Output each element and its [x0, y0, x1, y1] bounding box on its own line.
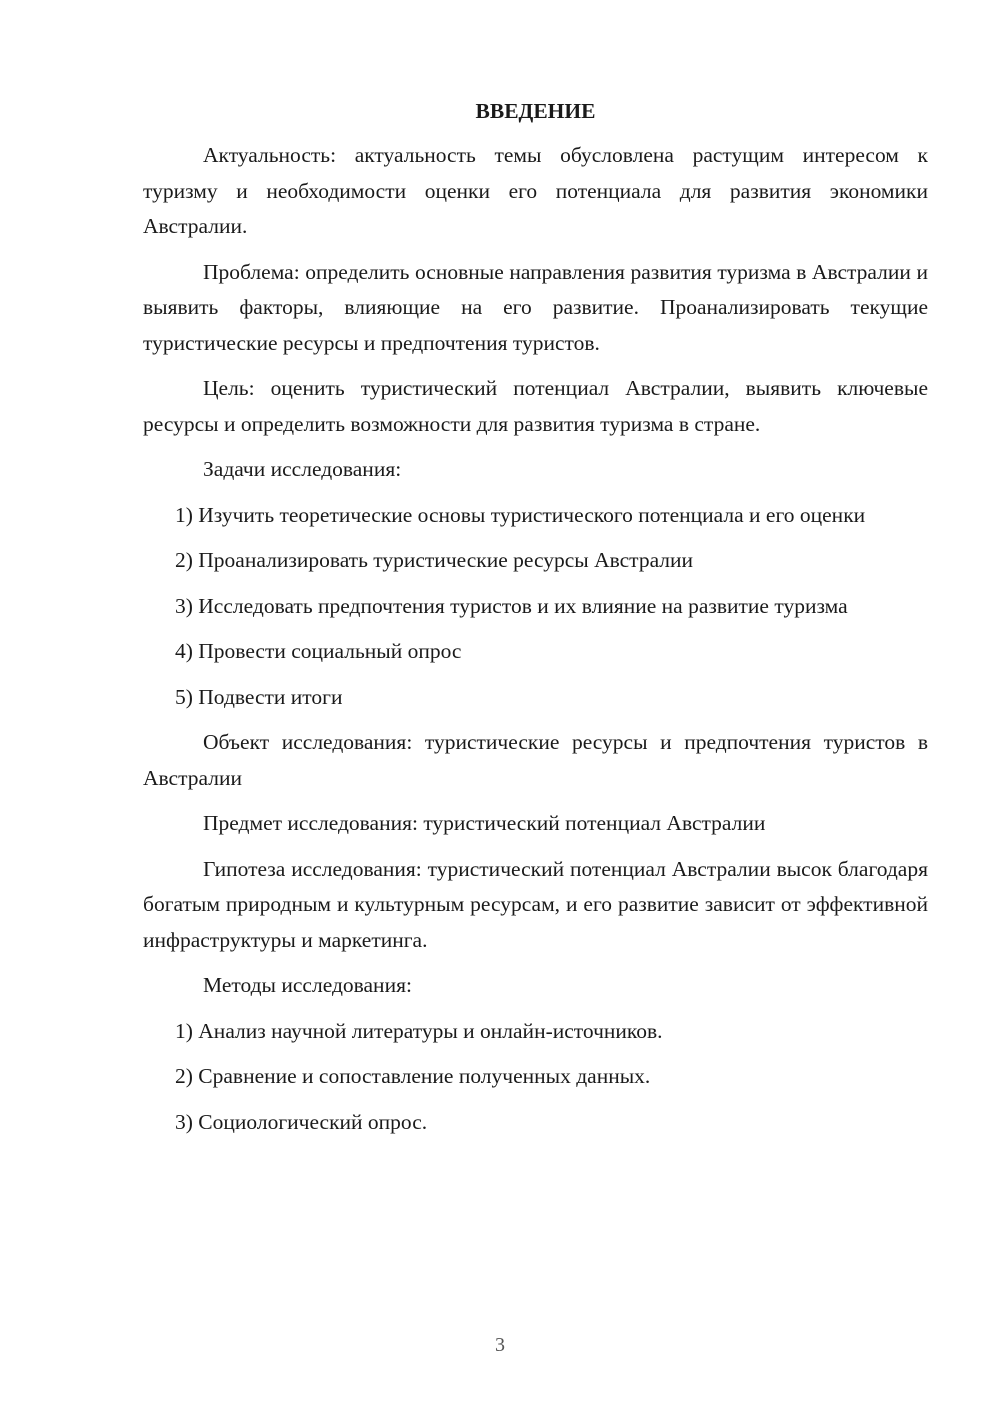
relevance-paragraph: Актуальность: актуальность темы обусловлена растущим интересом к туризму и необходимости оценки его потенциала для развития экономики Австралии. [143, 143, 928, 238]
goal-paragraph: Цель: оценить туристический потенциал Австралии, выявить ключевые ресурсы и определить возможности для развития туризма в стране. [143, 376, 928, 436]
method-item-3: 3) Социологический опрос. [175, 1109, 428, 1134]
subject-paragraph: Предмет исследования: туристический потенциал Австралии [203, 811, 766, 835]
task-item-1: 1) Изучить теоретические основы туристического потенциала и его оценки [175, 502, 866, 527]
document-page [143, 92, 928, 1150]
hypothesis-paragraph: Гипотеза исследования: туристический потенциал Австралии высок благодаря богатым природным и культурным ресурсам, и его развитие зависит от эффективной инфраструктуры и маркетинга. [143, 856, 928, 952]
method-item-1: 1) Анализ научной литературы и онлайн-источников. [175, 1018, 663, 1043]
task-item-5: 5) Подвести итоги [175, 684, 343, 709]
method-item-2: 2) Сравнение и сопоставление полученных данных. [175, 1064, 651, 1088]
section-title: ВВЕДЕНИЕ [475, 99, 596, 123]
methods-heading: Методы исследования: [203, 973, 412, 997]
tasks-heading: Задачи исследования: [203, 457, 402, 481]
object-paragraph: Объект исследования: туристические ресурсы и предпочтения туристов в Австралии [143, 730, 928, 790]
problem-paragraph: Проблема: определить основные направления развития туризма в Австралии и выявить факторы, влияющие на его развитие. Проанализировать текущие туристические ресурсы и предпочтения туристов. [143, 259, 928, 355]
page-number: 3 [495, 1334, 505, 1356]
task-item-2: 2) Проанализировать туристические ресурсы Австралии [175, 548, 694, 572]
task-item-4: 4) Провести социальный опрос [175, 639, 462, 663]
task-item-3: 3) Исследовать предпочтения туристов и их влияние на развитие туризма [175, 593, 848, 618]
